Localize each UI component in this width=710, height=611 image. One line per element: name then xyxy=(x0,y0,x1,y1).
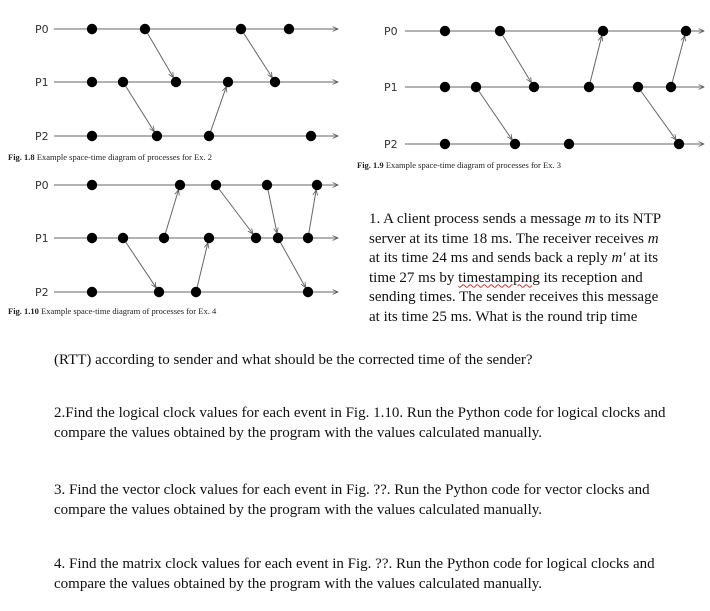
fig-1-10-p1-event-7 xyxy=(303,233,313,243)
q1-message-m-2: m xyxy=(647,230,659,247)
fig-1-8-p1-event-3 xyxy=(171,77,181,87)
fig-1-10-p0-event-1 xyxy=(87,180,97,190)
fig-1-8-message-arrow-3 xyxy=(123,82,154,132)
fig-1-8-p2-event-1 xyxy=(87,131,97,141)
fig-1-8-caption-text: Example space-time diagram of processes for Ex. 2 xyxy=(36,152,212,162)
fig-1-8-p2-event-2 xyxy=(152,131,162,141)
fig-1-10-number: Fig. 1.10 xyxy=(8,306,39,316)
fig-1-8-p2-event-3 xyxy=(204,131,214,141)
fig-1-10-p0-label: P0 xyxy=(35,179,49,192)
fig-1-10-caption-text: Example space-time diagram of processes for Ex. 4 xyxy=(41,306,217,316)
fig-1-10-message-arrow-6 xyxy=(278,238,306,288)
fig-1-9-p1-event-4 xyxy=(584,82,594,92)
q1-reply-m-prime: m′ xyxy=(611,250,626,266)
fig-1-10-p2-event-3 xyxy=(191,287,201,297)
fig-1-9-p1-event-1 xyxy=(440,82,450,92)
fig-1-10-p1-event-4 xyxy=(204,233,214,243)
fig-1-9-p1-event-5 xyxy=(633,82,643,92)
fig-1-10-message-arrow-4 xyxy=(196,243,208,292)
fig-1-9-message-arrow-3 xyxy=(476,87,512,140)
question-4-text: 4. Find the matrix clock values for each event in Fig. ??. Run the Python code for logical clocks and compare the values obtained by the program with the values calculated manually. xyxy=(54,556,655,592)
fig-1-10-p0-event-3 xyxy=(211,180,221,190)
fig-1-9-p0-label: P0 xyxy=(384,25,398,38)
fig-1-10-p2-event-4 xyxy=(303,287,313,297)
fig-1-9-message-arrow-4 xyxy=(638,87,676,140)
fig-1-8-p2-event-4 xyxy=(306,131,316,141)
fig-1-9-p2-label: P2 xyxy=(384,138,398,151)
fig-1-10-p2-label: P2 xyxy=(35,286,49,299)
question-3-text: 3. Find the vector clock values for each event in Fig. ??. Run the Python code for vector clocks and compare the values obtained by the program with the values calculated manually. xyxy=(54,482,650,518)
q1-part-3: at its time 24 ms and sends back a reply xyxy=(369,250,612,266)
q1-part-5: its reception and sending times. The sender receives this message at its time 25 ms. What is the round trip time xyxy=(369,269,659,325)
fig-1-10-p1-event-2 xyxy=(118,233,128,243)
fig-1-8-p1-label: P1 xyxy=(35,76,49,89)
fig-1-9-p0-event-3 xyxy=(598,26,608,36)
fig-1-8-p0-label: P0 xyxy=(35,23,49,36)
fig-1-9-message-arrow-2 xyxy=(589,36,602,87)
q1-part-4: at its time 27 ms by xyxy=(369,250,659,286)
fig-1-10-p1-label: P1 xyxy=(35,232,49,245)
fig-1-8-p2-label: P2 xyxy=(35,130,49,143)
fig-1-8-p1-event-5 xyxy=(270,77,280,87)
q1-spellcheck-word: timestamping xyxy=(458,269,540,286)
q1-part-1: 1. A client process sends a message xyxy=(369,211,585,227)
question-1-text xyxy=(369,210,665,327)
fig-1-9-message-arrow-5 xyxy=(671,36,685,87)
fig-1-9-caption-text: Example space-time diagram of processes for Ex. 3 xyxy=(385,160,561,170)
fig-1-9-p0-event-4 xyxy=(681,26,691,36)
fig-1-8-message-arrow-1 xyxy=(145,29,173,78)
fig-1-10-p2-event-2 xyxy=(154,287,164,297)
fig-1-9-p1-event-3 xyxy=(529,82,539,92)
fig-1-8-p1-event-4 xyxy=(223,77,233,87)
fig-1-10-p1-event-6 xyxy=(273,233,283,243)
fig-1-10-caption xyxy=(8,306,216,316)
fig-1-9-p2-event-1 xyxy=(440,139,450,149)
fig-1-8-p1-event-2 xyxy=(118,77,128,87)
fig-1-10-p1-event-3 xyxy=(159,233,169,243)
question-2-text: 2.Find the logical clock values for each event in Fig. 1.10. Run the Python code for logical clocks and compare the values obtained by the program with the values calculated manually. xyxy=(54,405,666,441)
fig-1-8-p0-event-4 xyxy=(284,24,294,34)
fig-1-9-p0-event-2 xyxy=(495,26,505,36)
fig-1-9-message-arrow-1 xyxy=(500,31,531,83)
q1-part-2: to its NTP server at its time 18 ms. The receiver receives xyxy=(369,211,661,247)
fig-1-9-p1-label: P1 xyxy=(384,81,398,94)
fig-1-10-p0-event-2 xyxy=(175,180,185,190)
fig-1-10-p1-event-5 xyxy=(251,233,261,243)
fig-1-8-message-arrow-4 xyxy=(209,87,226,136)
fig-1-10-message-arrow-7 xyxy=(308,190,316,238)
fig-1-10-p2-event-1 xyxy=(87,287,97,297)
fig-1-9-p2-event-3 xyxy=(564,139,574,149)
fig-1-8-number: Fig. 1.8 xyxy=(8,152,35,162)
fig-1-9-p1-event-2 xyxy=(471,82,481,92)
fig-1-10-message-arrow-3 xyxy=(216,185,253,234)
q1-message-m: m xyxy=(584,211,596,227)
fig-1-9-p0-event-1 xyxy=(440,26,450,36)
fig-1-10-message-arrow-1 xyxy=(123,238,156,288)
fig-1-10-p0-event-5 xyxy=(312,180,322,190)
fig-1-9-number: Fig. 1.9 xyxy=(357,160,384,170)
fig-1-9-p1-event-6 xyxy=(666,82,676,92)
fig-1-8-p0-event-2 xyxy=(140,24,150,34)
fig-1-10-p1-event-1 xyxy=(87,233,97,243)
fig-1-8-caption xyxy=(8,152,212,162)
fig-1-9-caption xyxy=(357,160,561,170)
fig-1-8-message-arrow-2 xyxy=(241,29,272,78)
fig-1-8-p0-event-3 xyxy=(236,24,246,34)
fig-1-9-p2-event-2 xyxy=(510,139,520,149)
question-1-last-line: (RTT) according to sender and what should be the corrected time of the sender? xyxy=(54,352,533,368)
fig-1-8-p0-event-1 xyxy=(87,24,97,34)
fig-1-10-message-arrow-2 xyxy=(164,190,179,238)
fig-1-10-message-arrow-5 xyxy=(267,185,277,233)
fig-1-9-p2-event-4 xyxy=(674,139,684,149)
fig-1-8-p1-event-1 xyxy=(87,77,97,87)
fig-1-10-p0-event-4 xyxy=(262,180,272,190)
